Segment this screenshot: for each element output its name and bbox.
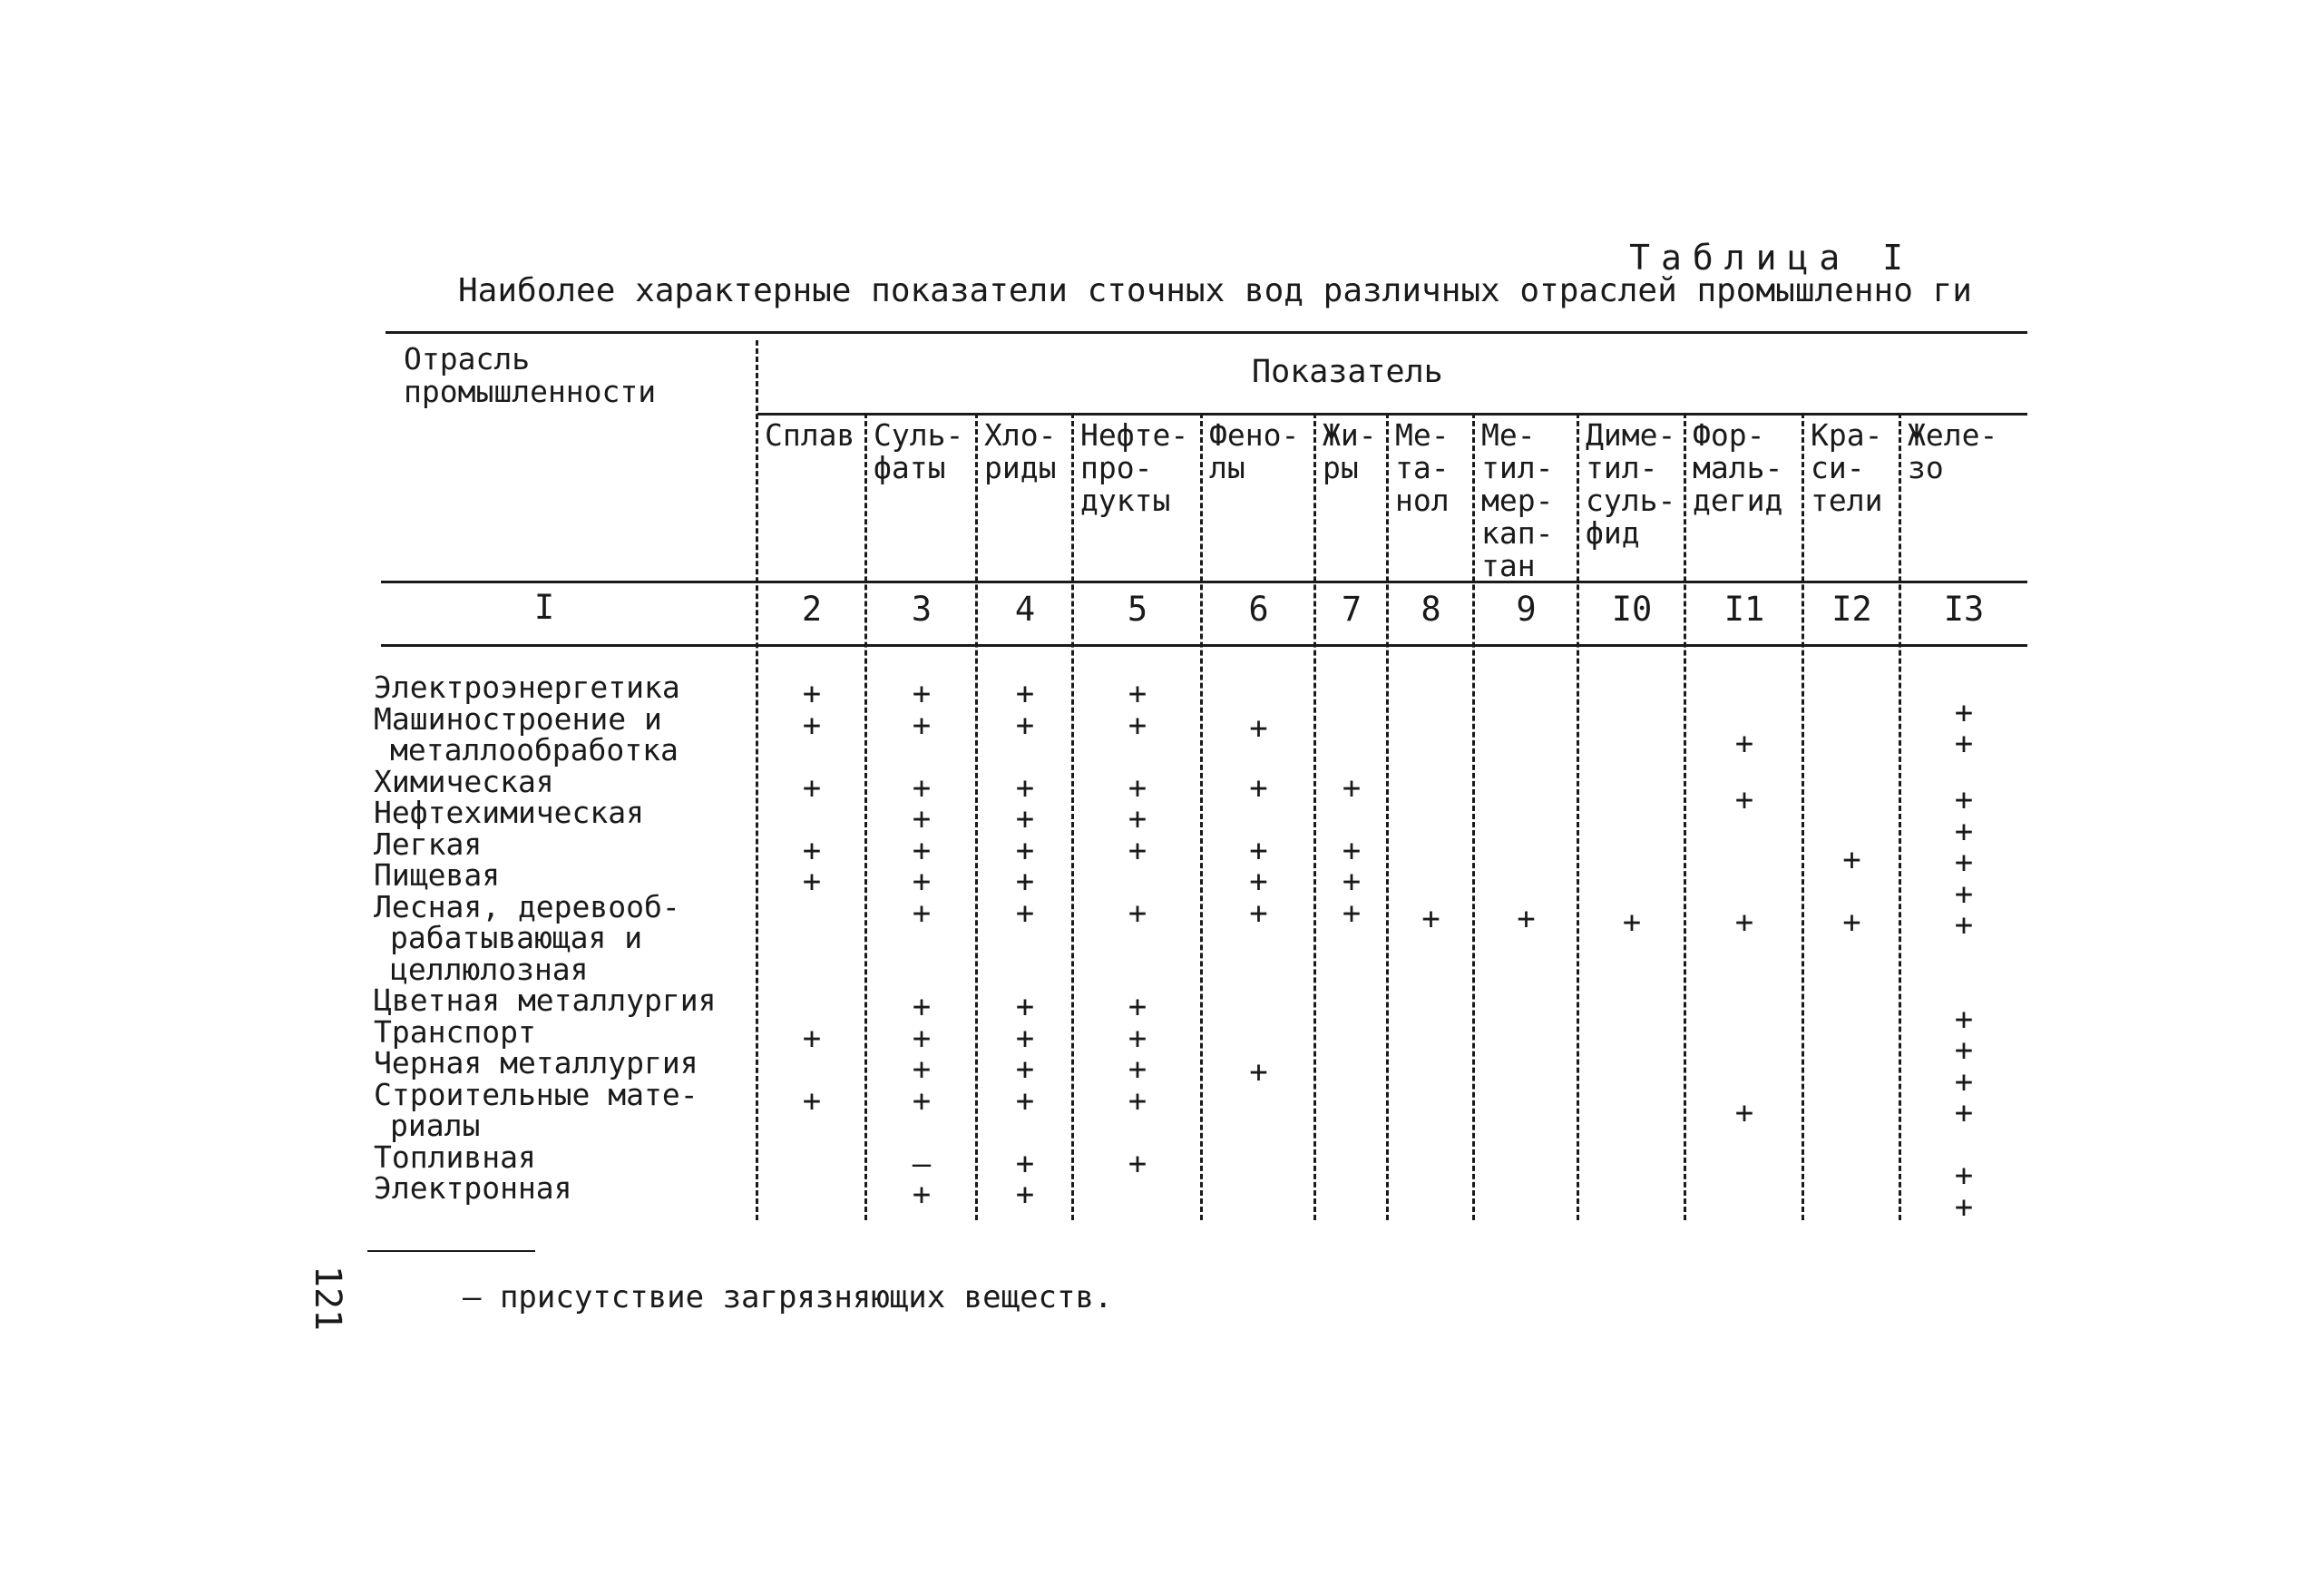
presence-mark: + (912, 1082, 932, 1120)
presence-mark: + (1954, 694, 1974, 731)
presence-mark: + (1128, 989, 1147, 1025)
presence-mark: + (802, 864, 822, 900)
presence-mark: + (912, 769, 932, 807)
column-number: 8 (1421, 590, 1441, 629)
column-header-line: Нефте- (1080, 417, 1189, 453)
industry-name: Строительные мате- (374, 1076, 698, 1112)
column-header-line: риды (984, 450, 1057, 485)
presence-mark: + (1249, 864, 1268, 900)
presence-mark: + (912, 832, 932, 869)
column-header (1908, 419, 2026, 484)
presence-mark: – (912, 1145, 932, 1182)
column-header-line: Хло- (984, 417, 1057, 453)
presence-mark: + (1734, 726, 1754, 763)
presence-mark: + (1954, 1032, 1974, 1070)
column-number: 5 (1127, 590, 1148, 629)
industry-name: Лесная, деревооб- (374, 888, 680, 924)
presence-mark: + (1128, 707, 1147, 744)
column-number: 9 (1516, 590, 1537, 629)
column-header-line: Фор- (1693, 417, 1765, 453)
presence-mark: + (1249, 709, 1268, 747)
presence-mark: + (1734, 782, 1754, 819)
column-header (984, 419, 1071, 484)
industry-name: Топливная (374, 1139, 536, 1175)
column-number: I0 (1611, 590, 1653, 629)
column-number: I2 (1831, 590, 1872, 629)
industry-name: целлюлозная (390, 951, 589, 987)
column-header (1586, 419, 1684, 550)
industry-name: Химическая (374, 763, 554, 799)
column-number: 7 (1341, 590, 1362, 629)
column-header-line: тил- (1481, 450, 1554, 485)
table-label: Таблица I (1629, 238, 1914, 278)
column-separator (1472, 413, 1475, 1220)
column-header-line: тели (1811, 483, 1883, 518)
presence-mark: + (1249, 1054, 1268, 1091)
industry-name: Пищевая (374, 857, 501, 893)
column-header (1693, 419, 1802, 517)
presence-mark: + (1342, 832, 1362, 869)
column-header (1395, 419, 1472, 517)
presence-mark: + (1734, 904, 1754, 941)
column-header-line: дегид (1693, 483, 1783, 518)
industry-name: Транспорт (374, 1013, 536, 1050)
presence-mark: + (1128, 895, 1147, 932)
column-header (765, 419, 864, 452)
column-header-line: Желе- (1908, 417, 1998, 453)
column-header-line: лы (1209, 450, 1245, 485)
column-separator (1386, 413, 1389, 1220)
footnote: – присутствие загрязняющих веществ. (463, 1279, 1113, 1315)
presence-mark: + (1954, 845, 1974, 882)
presence-mark: + (1734, 1095, 1754, 1132)
table-top-rule (386, 331, 2027, 334)
presence-mark: + (1249, 895, 1268, 932)
industry-name: Электроэнергетика (374, 670, 680, 705)
presence-mark: + (1954, 1063, 1974, 1100)
presence-mark: + (1128, 832, 1147, 869)
presence-mark: + (912, 676, 932, 712)
column-header-line: дукты (1080, 483, 1171, 518)
column-header (1811, 419, 1899, 517)
column-header-line: мер- (1481, 483, 1554, 518)
first-col-number: I (533, 588, 555, 627)
column-header-line: фаты (874, 450, 946, 485)
presence-mark: + (1015, 1020, 1035, 1057)
column-header-line: фид (1586, 515, 1640, 551)
column-header-line: Суль- (874, 417, 964, 453)
column-number: 2 (801, 590, 823, 629)
industry-name: Машиностроение и (374, 700, 662, 737)
presence-mark: + (1015, 1177, 1035, 1213)
industry-name: риалы (390, 1108, 481, 1143)
column-header (874, 419, 975, 484)
presence-mark: + (1128, 801, 1147, 837)
column-header (1209, 419, 1313, 484)
presence-mark: + (802, 769, 822, 807)
presence-mark: + (802, 676, 822, 712)
footnote-rule (367, 1250, 535, 1252)
industry-name: Черная металлургия (374, 1045, 698, 1080)
presence-mark: + (1954, 1095, 1974, 1132)
presence-mark: + (802, 707, 822, 744)
presence-mark: + (1015, 801, 1035, 837)
column-header-line: Жи- (1323, 417, 1377, 453)
column-separator (1577, 413, 1579, 1220)
presence-mark: + (1015, 864, 1035, 900)
column-header-line: ры (1323, 450, 1359, 485)
presence-mark: + (912, 801, 932, 837)
column-header-rule (381, 581, 2027, 583)
presence-mark: + (1128, 1082, 1147, 1120)
presence-mark: + (1128, 1051, 1147, 1088)
column-header-line: про- (1080, 450, 1153, 485)
presence-mark: + (1954, 1001, 1974, 1038)
column-header-line: Сплав (765, 417, 855, 453)
column-header-line: нол (1395, 483, 1450, 518)
presence-mark: + (912, 895, 932, 932)
presence-mark: + (1015, 1051, 1035, 1088)
presence-mark: + (1954, 782, 1974, 819)
presence-mark: + (802, 1020, 822, 1057)
presence-mark: + (1015, 676, 1035, 712)
presence-mark: + (1015, 1082, 1035, 1120)
presence-mark: + (1015, 989, 1035, 1025)
column-header-line: маль- (1693, 450, 1783, 485)
presence-mark: + (1954, 875, 1974, 913)
presence-mark: + (1015, 895, 1035, 932)
column-number: 3 (911, 590, 933, 629)
column-number: 4 (1014, 590, 1036, 629)
presence-mark: + (1015, 769, 1035, 807)
presence-mark: + (1622, 904, 1642, 941)
column-header-line: Ме- (1481, 417, 1536, 453)
row-header-line-1: Отрасль (404, 341, 531, 376)
column-header-line: тил- (1586, 450, 1658, 485)
presence-mark: + (1954, 813, 1974, 850)
column-header (1481, 419, 1577, 582)
column-number: I1 (1723, 590, 1765, 629)
column-header-line: Кра- (1811, 417, 1883, 453)
column-header (1080, 419, 1200, 517)
column-header-line: си- (1811, 450, 1865, 485)
presence-mark: + (1842, 904, 1861, 941)
industry-name: Цветная металлургия (374, 983, 717, 1018)
column-header-line: та- (1395, 450, 1450, 485)
presence-mark: + (912, 707, 932, 744)
industry-name: Легкая (374, 826, 483, 862)
presence-mark: + (1249, 769, 1268, 807)
page-number: 121 (307, 1265, 349, 1332)
presence-mark: + (1015, 832, 1035, 869)
presence-mark: + (1342, 769, 1362, 807)
row-header-line-2: промышленности (404, 374, 657, 409)
presence-mark: + (802, 832, 822, 869)
column-number: I3 (1943, 590, 1985, 629)
presence-mark: + (1128, 676, 1147, 712)
column-separator (1313, 413, 1316, 1220)
presence-mark: + (1015, 707, 1035, 744)
column-header-line: Диме- (1586, 417, 1676, 453)
presence-mark: + (1342, 895, 1362, 932)
column-header (1323, 419, 1386, 484)
presence-mark: + (1954, 907, 1974, 944)
presence-mark: + (912, 1051, 932, 1088)
presence-mark: + (1954, 1158, 1974, 1195)
presence-mark: + (1517, 901, 1536, 938)
industry-name: Электронная (374, 1170, 572, 1206)
column-header-line: тан (1481, 548, 1536, 583)
presence-mark: + (802, 1082, 822, 1120)
industry-name: рабатывающая и (390, 920, 643, 955)
column-header-line: кап- (1481, 515, 1554, 551)
column-header-line: Ме- (1395, 417, 1450, 453)
row-header (404, 343, 656, 408)
presence-mark: + (1128, 1145, 1147, 1182)
column-header-line: суль- (1586, 483, 1676, 518)
presence-mark: + (912, 989, 932, 1025)
presence-mark: + (912, 1020, 932, 1057)
presence-mark: + (1128, 1020, 1147, 1057)
numbers-row-rule (381, 644, 2027, 647)
presence-mark: + (912, 1177, 932, 1213)
industry-name: Нефтехимическая (374, 795, 645, 830)
presence-mark: + (912, 864, 932, 900)
column-header-line: Фено- (1209, 417, 1300, 453)
presence-mark: + (1421, 901, 1440, 938)
group-header: Показатель (1252, 354, 1443, 390)
table-caption: Наиболее характерные показатели сточных вод различных отраслей промышленно ги (458, 272, 1972, 309)
presence-mark: + (1954, 726, 1974, 763)
presence-mark: + (1128, 769, 1147, 807)
presence-mark: + (1954, 1188, 1974, 1226)
presence-mark: + (1342, 864, 1362, 900)
presence-mark: + (1015, 1145, 1035, 1182)
presence-mark: + (1842, 841, 1861, 878)
presence-mark: + (1249, 832, 1268, 869)
column-header-line: зо (1908, 450, 1944, 485)
column-number: 6 (1248, 590, 1269, 629)
industry-name: металлообработка (390, 732, 679, 768)
group-header-rule (757, 413, 2027, 416)
